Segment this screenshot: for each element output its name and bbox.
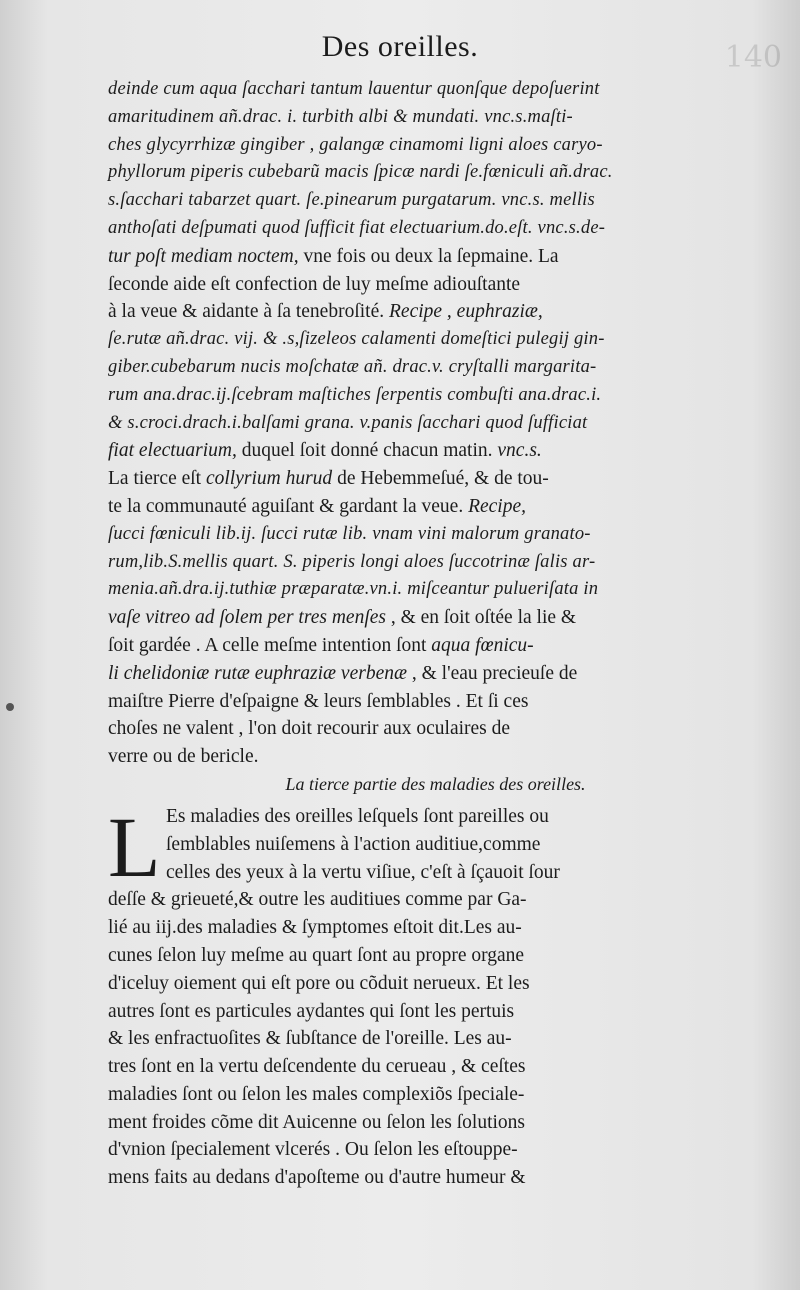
text-line [108,243,763,271]
latin-span: tur poſt mediam noctem, [108,245,299,267]
text-line: d'vnion ſpecialement vlcerés . Ou ſelon les eſtouppe- [108,1139,518,1161]
french-span: à la veue & aidante à ſa tenebroſité. [108,301,385,323]
chapter-opening [108,798,763,895]
french-span: La tierce eſt [108,468,206,490]
text-line: giber.cubebarum nucis moſchatæ añ. drac.v. cryſtalli margarita- [108,356,597,377]
text-line: ſemblables nuiſemens à l'action auditiue,comme [166,833,541,855]
text-line: mens faits au dedans d'apoſteme ou d'autre humeur & [108,1167,526,1189]
ink-speck [6,703,14,711]
french-span: te la communauté aguiſant & gardant la veue. [108,495,464,517]
text-line: maiſtre Pierre d'eſpaigne & leurs ſemblables . Et ſi ces [108,690,529,712]
text-line: deinde cum aqua ſacchari tantum lauentur quonſque depoſuerint [108,79,600,99]
french-span: ſoit gardée . A celle meſme intention ſont [108,634,427,656]
text-line: Es maladies des oreilles leſquels ſont pareilles ou [166,805,549,827]
text-line: amaritudinem añ.drac. i. turbith albi & mundati. vnc.s.maſti- [108,106,573,127]
text-line [108,298,763,326]
text-line [108,604,763,632]
text-line: cunes ſelon luy meſme au quart ſont au propre organe [108,944,525,966]
text-line: tres ſont en la vertu deſcendente du cerueau , & ceſtes [108,1056,526,1078]
text-line: phyllorum piperis cubebarũ macis ſpicæ nardi ſe.fœniculi añ.drac. [108,162,613,183]
text-line [108,660,763,688]
section-heading: La tierce partie des maladies des oreilles. [285,773,586,794]
latin-span: li chelidoniæ rutæ euphraziæ verbenæ [108,662,407,684]
text-line: deſſe & grieueté,& outre les auditiues comme par Ga- [108,889,527,911]
latin-span: fiat electuarium, [108,440,237,462]
text-line: ſucci fœniculi lib.ij. ſucci rutæ lib. vnam vini malorum granato- [108,523,591,544]
text-line: verre ou de bericle. [108,746,259,768]
text-line [108,437,763,465]
latin-span: collyrium hurud [205,468,333,490]
latin-span: aqua fœnicu- [426,634,534,656]
body-text [108,76,763,1192]
latin-span: vaſe vitreo ad ſolem per tres menſes [108,607,386,629]
text-line: rum,lib.S.mellis quart. S. piperis longi aloes ſuccotrinæ ſalis ar- [108,551,596,572]
text-line: d'iceluy oiement qui eſt pore ou cõduit nerueux. Et les [108,972,530,994]
text-line [108,632,763,660]
text-line: choſes ne valent , l'on doit recourir aux oculaires de [108,718,511,740]
french-span: de Hebemmeſué, & de tou- [332,468,549,490]
drop-cap: L [108,798,161,895]
text-line: anthoſati deſpumati quod ſufficit fiat electuarium.do.eſt. vnc.s.de- [108,217,606,238]
text-line: maladies ſont ou ſelon les males complexiõs ſpeciale- [108,1083,525,1105]
text-line: ches glycyrrhizæ gingiber , galangæ cinamomi ligni aloes caryo- [108,134,603,155]
text-line [108,493,763,521]
french-span: duquel ſoit donné chacun matin. [236,440,493,462]
french-span: , & l'eau precieuſe de [406,662,578,684]
text-line: rum ana.drac.ij.ſcebram maſtiches ſerpentis combuſti ana.drac.i. [108,384,602,405]
text-line: s.ſacchari tabarzet quart. ſe.pinearum purgatarum. vnc.s. mellis [108,190,595,211]
text-line: ſeconde aide eſt confection de luy meſme adiouſtante [108,273,521,295]
latin-span: Recipe , euphraziæ, [384,301,543,323]
running-head: Des oreilles. [321,30,479,63]
latin-span: vnc.s. [492,440,542,462]
text-line: ment froides cõme dit Auicenne ou ſelon les ſolutions [108,1111,526,1133]
show-through-page-number: 140 [724,40,782,75]
text-line: lié au iij.des maladies & ſymptomes eſtoit dit.Les au- [108,917,522,939]
latin-span: Recipe, [463,495,526,517]
text-line: & s.croci.drach.i.balſami grana. v.panis ſacchari quod ſufficiat [108,412,588,433]
text-line: & les enfractuoſites & ſubſtance de l'oreille. Les au- [108,1028,512,1050]
french-span: , & en ſoit oſtée la lie & [385,607,577,629]
text-line: ſe.rutæ añ.drac. vij. & .s,ſizeleos calamenti domeſtici pulegij gin- [108,329,605,350]
text-line: autres ſont es particules aydantes qui ſont les pertuis [108,1000,515,1022]
text-line [108,465,763,493]
text-line: celles des yeux à la vertu viſiue, c'eſt à ſçauoit ſour [166,861,560,883]
french-span: vne fois ou deux la ſepmaine. La [298,245,559,267]
text-line: menia.añ.dra.ij.tuthiæ præparatæ.vn.i. miſceantur pulueriſata in [108,579,599,600]
